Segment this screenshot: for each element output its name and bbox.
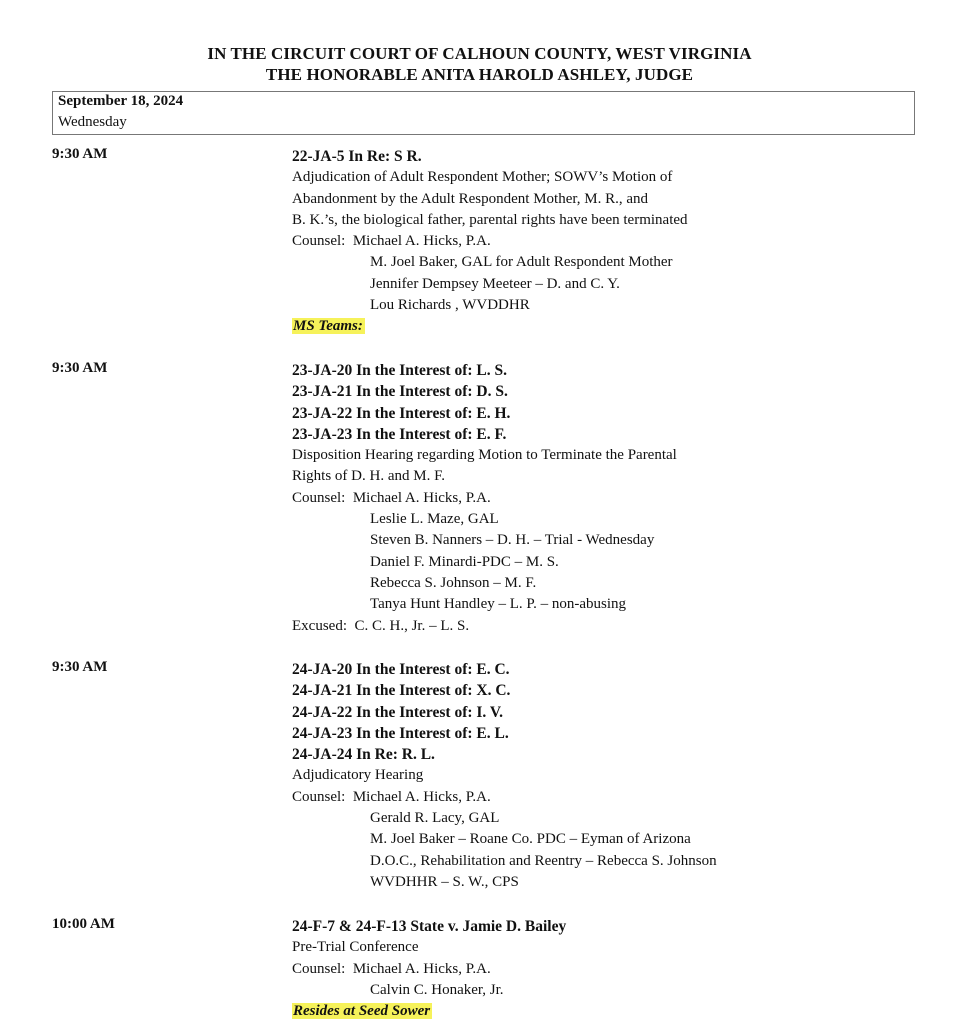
excused-label: Excused: bbox=[292, 617, 347, 634]
counsel-name: Michael A. Hicks, P.A. bbox=[352, 788, 491, 805]
case-line: 23-JA-21 In the Interest of: D. S. bbox=[292, 383, 508, 401]
entry-time: 9:30 AM bbox=[52, 659, 108, 675]
counsel-name: Jennifer Dempsey Meeteer – D. and C. Y. bbox=[370, 275, 620, 292]
description-line: Rights of D. H. and M. F. bbox=[292, 468, 445, 485]
counsel-name: Steven B. Nanners – D. H. – Trial - Wednesday bbox=[370, 532, 655, 549]
entry-time: 9:30 AM bbox=[52, 146, 108, 162]
counsel-name: Leslie L. Maze, GAL bbox=[370, 511, 499, 528]
counsel-name: Michael A. Hicks, P.A. bbox=[352, 233, 491, 250]
excused-name: C. C. H., Jr. – L. S. bbox=[354, 617, 470, 634]
date-box bbox=[52, 91, 915, 135]
counsel-label: Counsel: bbox=[292, 960, 346, 977]
counsel-name: WVDHHR – S. W., CPS bbox=[370, 873, 519, 890]
counsel-label: Counsel: bbox=[292, 489, 346, 506]
description-line: B. K.’s, the biological father, parental rights have been terminated bbox=[292, 211, 688, 228]
court-title: IN THE CIRCUIT COURT OF CALHOUN COUNTY, WEST VIRGINIA bbox=[207, 44, 752, 63]
description-line: Disposition Hearing regarding Motion to Terminate the Parental bbox=[292, 447, 677, 464]
counsel-name: Daniel F. Minardi-PDC – M. S. bbox=[370, 553, 559, 570]
counsel-line bbox=[292, 787, 912, 808]
case-line: 24-JA-20 In the Interest of: E. C. bbox=[292, 661, 510, 678]
case-line: 24-JA-22 In the Interest of: I. V. bbox=[292, 703, 503, 721]
counsel-line bbox=[292, 488, 912, 509]
counsel-name: Gerald R. Lacy, GAL bbox=[370, 810, 500, 827]
counsel-name: D.O.C., Rehabilitation and Reentry – Rebecca S. Johnson bbox=[370, 852, 717, 869]
case-line: 23-JA-20 In the Interest of: L. S. bbox=[292, 362, 507, 379]
counsel-name: Rebecca S. Johnson – M. F. bbox=[370, 574, 537, 591]
docket-date: September 18, 2024 bbox=[58, 93, 184, 109]
counsel-label: Counsel: bbox=[292, 788, 346, 805]
counsel-name: M. Joel Baker – Roane Co. PDC – Eyman of Arizona bbox=[370, 831, 691, 848]
entry-time: 9:30 AM bbox=[52, 360, 108, 376]
counsel-name: Tanya Hunt Handley – L. P. – non-abusing bbox=[370, 596, 626, 613]
case-line: 24-JA-21 In the Interest of: X. C. bbox=[292, 682, 511, 700]
counsel-name: Lou Richards , WVDDHR bbox=[370, 297, 530, 314]
excused-line bbox=[292, 616, 912, 637]
docket-weekday: Wednesday bbox=[58, 114, 127, 130]
case-line: 22-JA-5 In Re: S R. bbox=[292, 148, 422, 165]
counsel-name: M. Joel Baker, GAL for Adult Respondent Mother bbox=[370, 254, 673, 271]
case-line: 24-JA-23 In the Interest of: E. L. bbox=[292, 724, 509, 742]
entry-time: 10:00 AM bbox=[52, 916, 115, 932]
counsel-line bbox=[292, 231, 912, 252]
description-line: Adjudication of Adult Respondent Mother; SOWV’s Motion of bbox=[292, 169, 673, 186]
case-line: 23-JA-23 In the Interest of: E. F. bbox=[292, 425, 507, 443]
description-line: Pre-Trial Conference bbox=[292, 939, 419, 956]
description-line: Abandonment by the Adult Respondent Mother, M. R., and bbox=[292, 190, 649, 207]
case-line: 23-JA-22 In the Interest of: E. H. bbox=[292, 404, 511, 422]
highlighted-note: Resides at Seed Sower bbox=[293, 1003, 431, 1020]
counsel-name: Michael A. Hicks, P.A. bbox=[352, 489, 491, 506]
counsel-name: Calvin C. Honaker, Jr. bbox=[370, 981, 504, 998]
counsel-line bbox=[292, 959, 912, 980]
highlighted-note: MS Teams: bbox=[293, 318, 363, 335]
counsel-label: Counsel: bbox=[292, 233, 346, 250]
case-line: 24-JA-24 In Re: R. L. bbox=[292, 746, 435, 764]
judge-title: THE HONORABLE ANITA HAROLD ASHLEY, JUDGE bbox=[265, 65, 694, 84]
counsel-name: Michael A. Hicks, P.A. bbox=[352, 960, 491, 977]
case-line: 24-F-7 & 24-F-13 State v. Jamie D. Bailey bbox=[292, 918, 567, 935]
description-line: Adjudicatory Hearing bbox=[292, 767, 424, 784]
